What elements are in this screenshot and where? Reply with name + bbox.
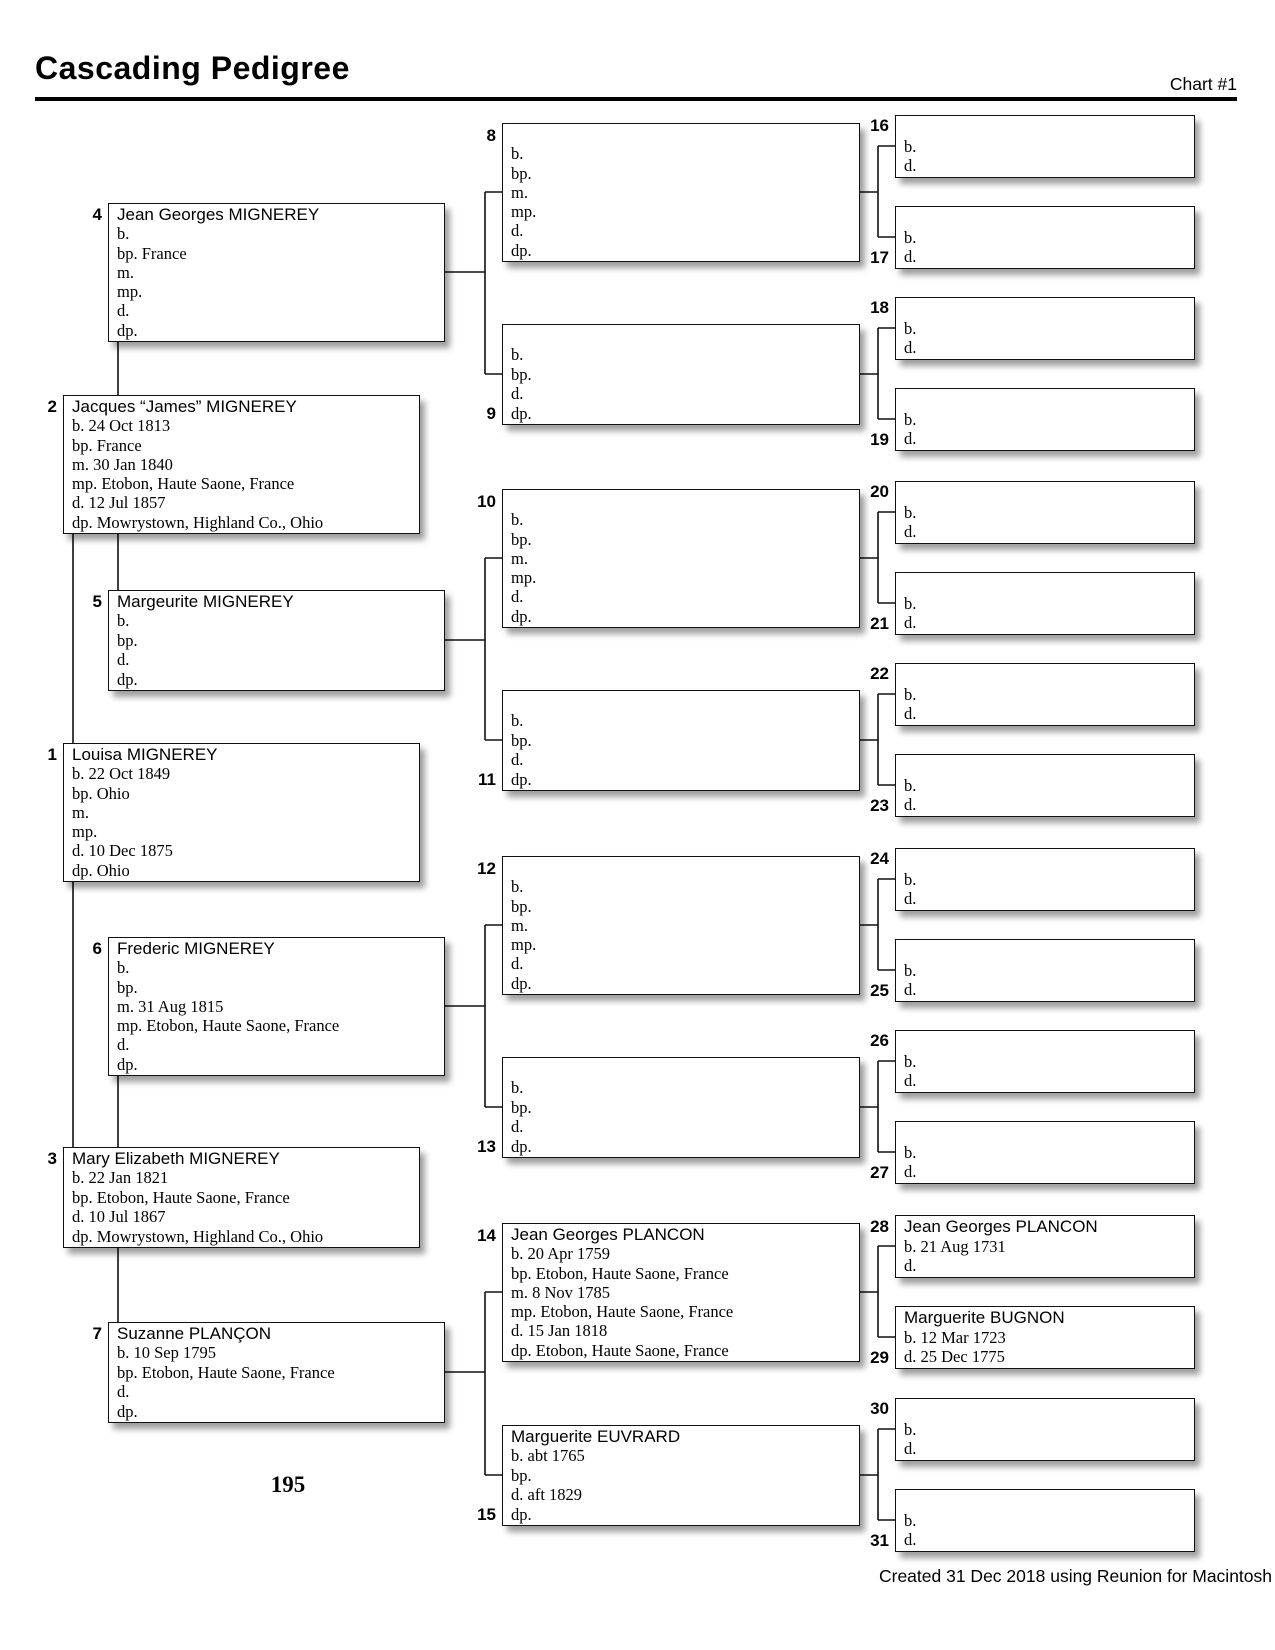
person-detail: mp. Etobon, Haute Saone, France bbox=[511, 1302, 734, 1322]
person-number-4: 4 bbox=[92, 205, 102, 224]
person-number-28: 28 bbox=[870, 1217, 889, 1236]
person-detail: bp. Etobon, Haute Saone, France bbox=[72, 1187, 290, 1207]
person-name: Marguerite BUGNON bbox=[904, 1308, 1065, 1327]
person-number-21: 21 bbox=[870, 614, 889, 633]
person-detail: b. bbox=[904, 960, 917, 980]
person-detail: b. bbox=[117, 224, 130, 244]
person-detail: m. bbox=[511, 915, 528, 935]
person-name: Louisa MIGNEREY bbox=[72, 745, 218, 764]
person-box-20 bbox=[895, 481, 1195, 544]
person-name bbox=[904, 299, 1190, 319]
person-detail: mp. bbox=[511, 568, 537, 588]
person-detail: b. 22 Jan 1821 bbox=[72, 1168, 169, 1188]
person-box-9 bbox=[502, 324, 860, 425]
person-detail: dp. bbox=[117, 669, 138, 689]
person-detail: bp. Ohio bbox=[72, 783, 130, 803]
person-detail: m. 30 Jan 1840 bbox=[72, 454, 173, 474]
person-detail: b. bbox=[904, 775, 917, 795]
person-detail: d. bbox=[904, 338, 917, 358]
person-detail: d. bbox=[904, 1256, 917, 1276]
person-number-5: 5 bbox=[92, 592, 102, 611]
person-detail: dp. bbox=[117, 1401, 138, 1421]
person-detail: d. bbox=[117, 650, 130, 670]
person-name bbox=[904, 1400, 1190, 1420]
person-box-17 bbox=[895, 206, 1195, 269]
page-number: 195 bbox=[270, 1472, 306, 1497]
person-number-15: 15 bbox=[477, 1505, 496, 1524]
person-detail: b. bbox=[511, 711, 524, 731]
person-detail: b. bbox=[511, 345, 524, 365]
person-box-11 bbox=[502, 690, 860, 791]
person-detail: bp. Etobon, Haute Saone, France bbox=[117, 1362, 335, 1382]
person-detail: b. 10 Sep 1795 bbox=[117, 1343, 216, 1363]
person-detail: dp. Ohio bbox=[72, 860, 130, 880]
person-detail: m. bbox=[117, 262, 134, 282]
person-name bbox=[511, 858, 855, 877]
person-detail: dp. bbox=[511, 1136, 532, 1156]
person-detail: b. bbox=[904, 409, 917, 429]
person-detail: mp. bbox=[117, 282, 143, 302]
person-number-10: 10 bbox=[477, 492, 496, 511]
person-box-25 bbox=[895, 939, 1195, 1002]
person-box-22 bbox=[895, 663, 1195, 726]
person-box-19 bbox=[895, 388, 1195, 451]
person-name bbox=[904, 1032, 1190, 1052]
person-detail: b. bbox=[511, 510, 524, 530]
person-name bbox=[904, 850, 1190, 870]
person-detail: m. bbox=[511, 182, 528, 202]
person-number-19: 19 bbox=[870, 430, 889, 449]
person-box-1 bbox=[63, 743, 420, 882]
person-detail: d. bbox=[904, 1162, 917, 1182]
person-number-13: 13 bbox=[477, 1137, 496, 1156]
person-detail: d. bbox=[904, 704, 917, 724]
person-name bbox=[904, 1123, 1190, 1143]
person-number-25: 25 bbox=[870, 981, 889, 1000]
person-detail: b. 21 Aug 1731 bbox=[904, 1236, 1006, 1256]
person-number-30: 30 bbox=[870, 1399, 889, 1418]
person-detail: d. aft 1829 bbox=[511, 1485, 583, 1505]
person-detail: b. bbox=[904, 1510, 917, 1530]
person-detail: d. bbox=[904, 247, 917, 267]
person-name bbox=[511, 692, 855, 711]
person-detail: d. 12 Jul 1857 bbox=[72, 493, 166, 513]
person-detail: d. bbox=[904, 980, 917, 1000]
person-number-23: 23 bbox=[870, 796, 889, 815]
person-detail: m. bbox=[511, 548, 528, 568]
person-number-3: 3 bbox=[47, 1149, 57, 1168]
person-name bbox=[511, 125, 855, 144]
person-detail: b. 22 Oct 1849 bbox=[72, 764, 171, 784]
footer-created-note: Created 31 Dec 2018 using Reunion for Macintosh bbox=[878, 1566, 1272, 1586]
person-number-16: 16 bbox=[870, 116, 889, 135]
person-detail: b. abt 1765 bbox=[511, 1446, 585, 1466]
person-detail: mp. Etobon, Haute Saone, France bbox=[72, 474, 295, 494]
person-detail: d. 10 Dec 1875 bbox=[72, 841, 173, 861]
person-detail: dp. Etobon, Haute Saone, France bbox=[511, 1340, 729, 1360]
person-detail: b. bbox=[904, 1142, 917, 1162]
person-detail: b. bbox=[904, 869, 917, 889]
person-number-31: 31 bbox=[870, 1531, 889, 1550]
person-detail: d. bbox=[904, 1071, 917, 1091]
person-name bbox=[904, 756, 1190, 776]
person-detail: b. bbox=[904, 1419, 917, 1439]
page-title: Cascading Pedigree bbox=[35, 50, 350, 86]
person-detail: b. bbox=[904, 136, 917, 156]
person-detail: b. bbox=[904, 502, 917, 522]
person-detail: d. bbox=[904, 1439, 917, 1459]
person-number-7: 7 bbox=[92, 1324, 102, 1343]
person-detail: d. bbox=[511, 587, 524, 607]
person-detail: bp. bbox=[117, 977, 138, 997]
person-number-12: 12 bbox=[477, 859, 496, 878]
person-detail: b. bbox=[117, 958, 130, 978]
person-detail: b. 12 Mar 1723 bbox=[904, 1327, 1006, 1347]
person-box-5 bbox=[108, 590, 445, 691]
person-detail: bp. bbox=[511, 1465, 532, 1485]
person-box-3 bbox=[63, 1147, 420, 1248]
person-box-21 bbox=[895, 572, 1195, 635]
person-number-8: 8 bbox=[486, 126, 496, 145]
person-box-4 bbox=[108, 203, 445, 342]
person-box-14 bbox=[502, 1223, 860, 1362]
person-number-2: 2 bbox=[47, 397, 57, 416]
person-name: Suzanne PLANÇON bbox=[117, 1324, 272, 1343]
person-detail: d. bbox=[511, 384, 524, 404]
person-detail: d. bbox=[511, 750, 524, 770]
person-number-11: 11 bbox=[478, 770, 496, 789]
person-detail: b. bbox=[511, 877, 524, 897]
person-box-6 bbox=[108, 937, 445, 1076]
person-number-24: 24 bbox=[870, 849, 889, 868]
person-detail: b. bbox=[904, 593, 917, 613]
person-detail: m. 31 Aug 1815 bbox=[117, 996, 224, 1016]
person-detail: b. bbox=[904, 684, 917, 704]
person-box-31 bbox=[895, 1489, 1195, 1552]
person-detail: dp. bbox=[511, 606, 532, 626]
person-box-15 bbox=[502, 1425, 860, 1526]
person-detail: b. bbox=[904, 1051, 917, 1071]
person-number-27: 27 bbox=[870, 1163, 889, 1182]
person-name: Jean Georges PLANCON bbox=[511, 1225, 705, 1244]
person-detail: d. bbox=[904, 1530, 917, 1550]
person-box-24 bbox=[895, 848, 1195, 911]
person-detail: bp. bbox=[511, 1097, 532, 1117]
person-detail: bp. bbox=[511, 896, 532, 916]
person-detail: d. bbox=[904, 613, 917, 633]
person-detail: bp. Etobon, Haute Saone, France bbox=[511, 1263, 729, 1283]
person-number-18: 18 bbox=[870, 298, 889, 317]
person-detail: b. 24 Oct 1813 bbox=[72, 416, 171, 436]
person-name: Margeurite MIGNEREY bbox=[117, 592, 294, 611]
person-number-22: 22 bbox=[870, 664, 889, 683]
person-detail: b. 20 Apr 1759 bbox=[511, 1244, 610, 1264]
person-detail: dp. bbox=[117, 1054, 138, 1074]
person-box-10 bbox=[502, 489, 860, 628]
person-detail: mp. Etobon, Haute Saone, France bbox=[117, 1016, 340, 1036]
person-detail: dp. bbox=[117, 320, 138, 340]
person-name bbox=[904, 574, 1190, 594]
person-detail: dp. bbox=[511, 973, 532, 993]
person-detail: bp. France bbox=[72, 435, 142, 455]
person-box-29 bbox=[895, 1306, 1195, 1369]
person-detail: bp. bbox=[511, 163, 532, 183]
person-number-14: 14 bbox=[477, 1226, 496, 1245]
person-box-12 bbox=[502, 856, 860, 995]
person-box-27 bbox=[895, 1121, 1195, 1184]
person-name bbox=[511, 326, 855, 345]
person-box-18 bbox=[895, 297, 1195, 360]
person-detail: bp. bbox=[117, 630, 138, 650]
person-number-20: 20 bbox=[870, 482, 889, 501]
person-box-13 bbox=[502, 1057, 860, 1158]
person-name: Mary Elizabeth MIGNEREY bbox=[72, 1149, 280, 1168]
person-detail: d. bbox=[904, 889, 917, 909]
person-detail: d. bbox=[511, 221, 524, 241]
person-box-16 bbox=[895, 115, 1195, 178]
person-number-6: 6 bbox=[92, 939, 102, 958]
person-box-28 bbox=[895, 1215, 1195, 1278]
person-detail: m. bbox=[72, 802, 89, 822]
person-detail: bp. France bbox=[117, 243, 187, 263]
person-detail: d. bbox=[904, 795, 917, 815]
person-number-26: 26 bbox=[870, 1031, 889, 1050]
person-detail: dp. Mowrystown, Highland Co., Ohio bbox=[72, 512, 324, 532]
person-detail: dp. bbox=[511, 403, 532, 423]
bracket-gen3 bbox=[445, 192, 502, 1475]
person-name bbox=[904, 117, 1190, 137]
person-name bbox=[904, 665, 1190, 685]
person-detail: mp. bbox=[511, 935, 537, 955]
person-box-26 bbox=[895, 1030, 1195, 1093]
person-detail: b. bbox=[117, 611, 130, 631]
person-detail: mp. bbox=[72, 822, 98, 842]
person-name bbox=[511, 491, 855, 510]
person-detail: dp. bbox=[511, 1504, 532, 1524]
person-number-17: 17 bbox=[870, 248, 889, 267]
person-detail: b. bbox=[511, 1078, 524, 1098]
person-detail: d. bbox=[904, 156, 917, 176]
person-number-29: 29 bbox=[870, 1348, 889, 1367]
chart-number-label: Chart #1 bbox=[1169, 74, 1237, 94]
person-detail: d. bbox=[511, 954, 524, 974]
person-box-8 bbox=[502, 123, 860, 262]
person-box-7 bbox=[108, 1322, 445, 1423]
person-detail: bp. bbox=[511, 529, 532, 549]
person-name: Jean Georges MIGNEREY bbox=[117, 205, 320, 224]
person-detail: d. 10 Jul 1867 bbox=[72, 1207, 166, 1227]
person-name bbox=[904, 941, 1190, 961]
person-detail: d. bbox=[511, 1117, 524, 1137]
person-box-2 bbox=[63, 395, 420, 534]
person-box-23 bbox=[895, 754, 1195, 817]
person-detail: bp. bbox=[511, 730, 532, 750]
person-detail: d. 15 Jan 1818 bbox=[511, 1321, 608, 1341]
person-name bbox=[904, 208, 1190, 228]
person-name: Frederic MIGNEREY bbox=[117, 939, 275, 958]
person-detail: dp. bbox=[511, 240, 532, 260]
person-detail: d. bbox=[904, 429, 917, 449]
person-detail: d. 25 Dec 1775 bbox=[904, 1347, 1005, 1367]
person-detail: d. bbox=[904, 522, 917, 542]
person-detail: dp. bbox=[511, 769, 532, 789]
bracket-gen4 bbox=[860, 146, 895, 1520]
person-detail: d. bbox=[117, 1382, 130, 1402]
person-name: Jacques “James” MIGNEREY bbox=[72, 397, 297, 416]
person-number-1: 1 bbox=[47, 745, 57, 764]
person-detail: b. bbox=[904, 227, 917, 247]
person-name: Jean Georges PLANCON bbox=[904, 1217, 1098, 1236]
person-name: Marguerite EUVRARD bbox=[511, 1427, 681, 1446]
person-name bbox=[511, 1059, 855, 1078]
person-detail: dp. Mowrystown, Highland Co., Ohio bbox=[72, 1226, 324, 1246]
person-detail: d. bbox=[117, 1035, 130, 1055]
person-name bbox=[904, 483, 1190, 503]
person-detail: bp. bbox=[511, 364, 532, 384]
person-box-30 bbox=[895, 1398, 1195, 1461]
person-detail: d. bbox=[117, 301, 130, 321]
person-detail: b. bbox=[904, 318, 917, 338]
person-name bbox=[904, 390, 1190, 410]
person-number-9: 9 bbox=[486, 404, 496, 423]
person-detail: m. 8 Nov 1785 bbox=[511, 1282, 610, 1302]
person-name bbox=[904, 1491, 1190, 1511]
person-detail: mp. bbox=[511, 202, 537, 222]
person-detail: b. bbox=[511, 144, 524, 164]
